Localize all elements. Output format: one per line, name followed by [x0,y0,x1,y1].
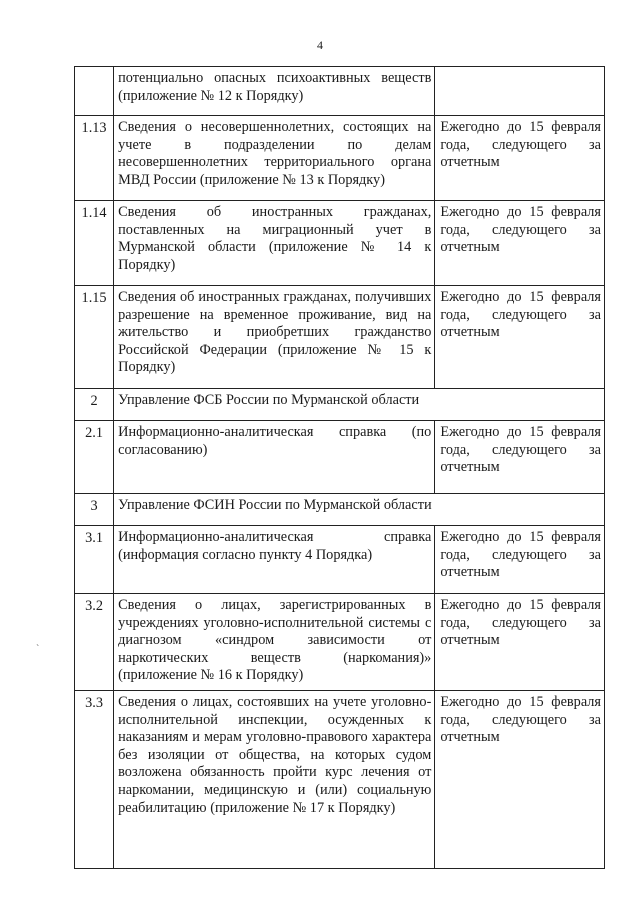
row-number: 1.14 [75,201,114,286]
row-deadline: Ежегодно до 15 февраля года, следующего за отчетным [435,116,605,201]
row-number: 3.3 [75,691,114,869]
table-row [75,691,605,869]
row-deadline: Ежегодно до 15 февраля года, следующего за отчетным [435,421,605,494]
row-number: 1.15 [75,286,114,389]
table-row [75,594,605,691]
table-row [75,526,605,594]
row-number: 1.13 [75,116,114,201]
row-number: 3.1 [75,526,114,594]
row-number [75,67,114,116]
reporting-table [74,66,605,869]
section-title: Управление ФСИН России по Мурманской области [114,494,605,526]
row-description: Сведения о несовершеннолетних, состоящих на учете в подразделении по делам несовершеннолетних территориального органа МВД России (приложение № 13 к Порядку) [114,116,435,201]
row-deadline: Ежегодно до 15 февраля года, следующего за отчетным [435,201,605,286]
row-description: Сведения об иностранных гражданах, поставленных на миграционный учет в Мурманской области (приложение № 14 к Порядку) [114,201,435,286]
row-description: Сведения о лицах, состоявших на учете уголовно-исполнительной инспекции, осужденных к наказаниям и мерам уголовно-правового характера без изоляции от общества, на которых судом возложена обязанность пройти курс лечения от наркомании, медицинскую и (или) социальную реабилитацию (приложение № 17 к Порядку) [114,691,435,869]
section-number: 3 [75,494,114,526]
table-row [75,421,605,494]
row-number: 3.2 [75,594,114,691]
row-deadline: Ежегодно до 15 февраля года, следующего за отчетным [435,691,605,869]
section-row [75,494,605,526]
table-row [75,286,605,389]
row-deadline: Ежегодно до 15 февраля года, следующего за отчетным [435,594,605,691]
row-description: Информационно-аналитическая справка (по согласованию) [114,421,435,494]
row-deadline [435,67,605,116]
page-number: 4 [317,38,323,52]
row-description: потенциально опасных психоактивных веществ (приложение № 12 к Порядку) [114,67,435,116]
scan-speck: ` [36,644,40,655]
row-deadline: Ежегодно до 15 февраля года, следующего за отчетным [435,286,605,389]
section-number: 2 [75,389,114,421]
section-row [75,389,605,421]
row-description: Сведения об иностранных гражданах, получивших разрешение на временное проживание, вид на жительство и приобретших гражданство Российской Федерации (приложение № 15 к Порядку) [114,286,435,389]
row-deadline: Ежегодно до 15 февраля года, следующего за отчетным [435,526,605,594]
table-row [75,67,605,116]
row-description: Сведения о лицах, зарегистрированных в учреждениях уголовно-исполнительной системы с диагнозом «синдром зависимости от наркотических веществ (наркомания)» (приложение № 16 к Порядку) [114,594,435,691]
table-row [75,201,605,286]
row-description: Информационно-аналитическая справка (информация согласно пункту 4 Порядка) [114,526,435,594]
table-row [75,116,605,201]
section-title: Управление ФСБ России по Мурманской области [114,389,605,421]
row-number: 2.1 [75,421,114,494]
